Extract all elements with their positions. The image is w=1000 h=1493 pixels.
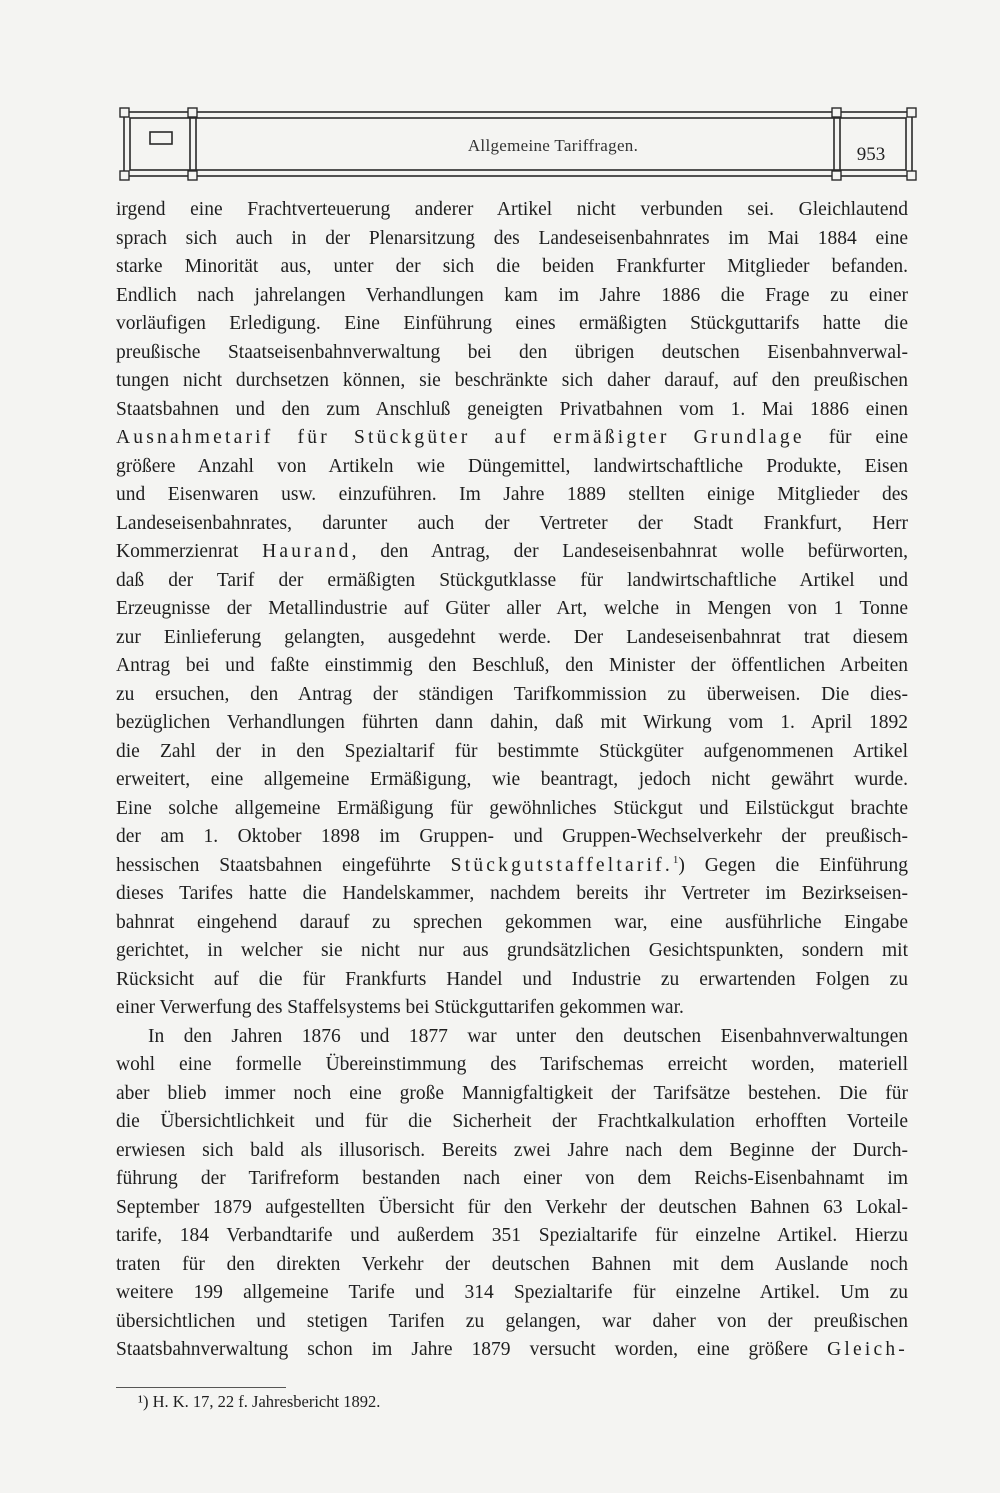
footnote [138,1391,380,1413]
body-text [116,196,908,1365]
emphasis-word: Stückgüter [353,427,471,448]
text-line: traten für den direkten Verkehr der deutschen Bahnen mit dem Auslande noch [116,1253,908,1275]
emphasis-word: Grundlage [693,427,805,448]
text-line: der am 1. Oktober 1898 im Gruppen- und Gruppen-Wechselverkehr der preußisch- [116,826,908,847]
emphasis-term: Ausnahmetarif [116,427,274,448]
text-line: Erzeugnisse der Metallindustrie auf Güter aller Art, welche in Mengen von 1 Tonne [116,598,908,619]
text-line: tarife, 184 Verbandtarife und außerdem 351 Spezialtarife für einzelne Artikel. Hierzu [116,1225,908,1246]
text-fragment: , den Antrag, der Landeseisenbahnrat wolle befürworten, [351,541,908,562]
emphasis-word: Gleich- [827,1339,908,1360]
text-line-spaced [116,538,908,567]
text-line: und Eisenwaren usw. einzuführen. Im Jahre 1889 stellten einige Mitglieder des [116,484,908,505]
text-line: die Zahl der in den Spezialtarif für bestimmte Stückgüter aufgenommenen Artikel [116,740,908,762]
emphasis-word: ermäßigter [553,427,670,448]
running-head-title: Allgemeine Tariffragen. [467,136,639,155]
text-line: gerichtet, in welcher sie nicht nur aus grundsätzlichen Gesichtspunkten, sondern mit [116,940,908,961]
text-line: wohl eine formelle Übereinstimmung des Tarifschemas erreicht worden, materiell [116,1054,908,1075]
text-line: größere Anzahl von Artikeln wie Düngemittel, landwirtschaftliche Produkte, Eisen [116,455,908,477]
text-line: erweitert, eine allgemeine Ermäßigung, wie beantragt, jedoch nicht gewährt wurde. [116,769,908,790]
text-line: weitere 199 allgemeine Tarife und 314 Spezialtarife für einzelne Artikel. Um zu [116,1282,908,1303]
text-line: preußische Staatseisenbahnverwaltung bei den übrigen deutschen Eisenbahnverwal- [116,341,908,363]
text-line: zu ersuchen, den Antrag der ständigen Tarifkommission zu überweisen. Die dies- [116,683,908,705]
text-line: aber blieb immer noch eine große Mannigfaltigkeit der Tarifsätze bestehen. Die für [116,1082,908,1104]
text-line: vorläufigen Erledigung. Eine Einführung eines ermäßigten Stückguttarifs hatte die [116,313,908,334]
text-line: zur Einlieferung gelangten, ausgedehnt werde. Der Landeseisenbahnrat trat diesem [116,626,908,648]
text-line: bahnrat eingehend darauf zu sprechen gekommen war, eine ausführliche Eingabe [116,911,908,933]
text-line: daß der Tarif der ermäßigten Stückgutklasse für landwirtschaftliche Artikel und [116,569,908,591]
text-fragment: Staatsbahnverwaltung schon im Jahre 1879 versucht worden, eine größere [116,1339,809,1360]
text-line: übersichtlichen und stetigen Tarifen zu gelangen, war daher von der preußischen [116,1310,908,1332]
footnote-marker: ¹) [138,1392,149,1411]
text-line: Endlich nach jahrelangen Verhandlungen kam im Jahre 1886 die Frage zu einer [116,284,908,306]
emphasis-word: für [297,427,330,448]
text-line: bezüglichen Verhandlungen führten dann dahin, daß mit Wirkung vom 1. April 1892 [116,712,908,733]
text-line: Antrag bei und faßte einstimmig den Beschluß, den Minister der öffentlichen Arbeiten [116,655,908,676]
text-fragment: hessischen Staatsbahnen eingeführte [116,854,431,876]
text-line: Landeseisenbahnrates, darunter auch der Vertreter der Stadt Frankfurt, Herr [116,512,908,534]
text-fragment: für eine [828,427,908,448]
footnote-marker: 1 [672,853,679,866]
text-line: sprach sich auch in der Plenarsitzung des Landeseisenbahnrates im Mai 1884 eine [116,227,908,249]
text-line: Staatsbahnen und den zum Anschluß geneigten Privatbahnen vom 1. Mai 1886 einen [116,398,908,420]
text-line: führung der Tarifreform bestanden nach einer von dem Reichs-Eisenbahnamt im [116,1168,908,1189]
emphasis-term: Stückgutstaffeltarif. [450,854,673,876]
footnote-rule [116,1387,286,1388]
text-line: Rücksicht auf die für Frankfurts Handel und Industrie zu erwartenden Folgen zu [116,968,908,990]
text-line: die Übersichtlichkeit und für die Sicherheit der Frachtkalkulation erhofften Vorteile [116,1111,908,1132]
text-line-spaced [116,1336,908,1365]
text-line-spaced [116,852,908,881]
text-line: dieses Tarifes hatte die Handelskammer, nachdem bereits ihr Vertreter im Bezirkseisen- [116,883,908,904]
page-number: 953 [856,144,886,165]
emphasis-word: auf [494,427,529,448]
text-line: erwiesen sich bald als illusorisch. Bereits zwei Jahre nach dem Beginne der Durch- [116,1139,908,1161]
text-line-spaced [116,424,908,453]
footnote-text: H. K. 17, 22 f. Jahresbericht 1892. [152,1392,381,1411]
text-line: einer Verwerfung des Staffelsystems bei Stückguttarifen gekommen war. [116,997,684,1018]
text-line: Eine solche allgemeine Ermäßigung für gewöhnliches Stückgut und Eilstückgut brachte [116,797,908,819]
text-line: tungen nicht durchsetzen können, sie beschränkte sich daher darauf, auf den preußischen [116,370,908,391]
text-fragment: ) Gegen die Einführung [678,854,908,876]
text-line: September 1879 aufgestellten Übersicht für den Verkehr der deutschen Bahnen 63 Lokal- [116,1196,908,1218]
paragraph-first-line: In den Jahren 1876 und 1877 war unter den deutschen Eisenbahnverwaltungen [148,1025,908,1047]
emphasis-name: Haurand [262,541,352,562]
running-head [118,106,918,186]
text-line: irgend eine Frachtverteuerung anderer Artikel nicht verbunden sei. Gleichlautend [116,199,908,220]
text-line: starke Minorität aus, unter der sich die beiden Frankfurter Mitglieder befanden. [116,256,908,277]
text-fragment: Kommerzienrat [116,541,239,562]
